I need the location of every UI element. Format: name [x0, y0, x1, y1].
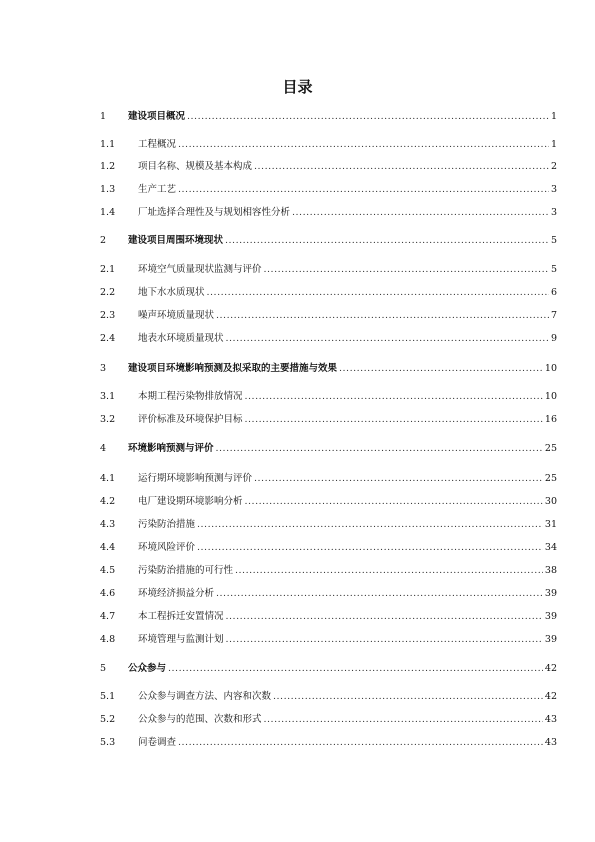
toc-title: 目录: [282, 78, 313, 96]
toc-entry[interactable]: [100, 183, 557, 197]
toc-entry-number: 4.5: [100, 565, 116, 576]
toc-entry-page: 39: [544, 588, 557, 599]
toc-entry-title: 本工程拆迁安置情况: [138, 611, 224, 622]
toc-entry-title: 环境风险评价: [138, 542, 196, 553]
dot-leader: [178, 138, 549, 152]
toc-entry-page: 43: [544, 714, 557, 725]
toc-entry-title: 地下水水质现状: [138, 287, 205, 298]
dot-leader: [168, 662, 543, 676]
toc-entry-page: 5: [550, 235, 557, 246]
toc-entry[interactable]: [100, 518, 557, 532]
toc-entry[interactable]: [100, 206, 557, 220]
toc-entry[interactable]: [100, 690, 557, 704]
toc-entry[interactable]: [100, 286, 557, 300]
toc-entry-page: 10: [544, 391, 557, 402]
toc-entry-number: 4.3: [100, 519, 116, 530]
dot-leader: [273, 690, 543, 704]
toc-entry-number: 2.1: [100, 264, 116, 275]
toc-entry-page: 39: [544, 634, 557, 645]
toc-entry[interactable]: [100, 610, 557, 624]
toc-entry-number: 2.4: [100, 333, 116, 344]
dot-leader: [245, 390, 543, 404]
toc-entry-page: 25: [544, 443, 557, 454]
toc-entry-title: 电厂建设期环境影响分析: [138, 496, 243, 507]
toc-entry-page: 1: [550, 111, 557, 122]
toc-entry-page: 6: [550, 287, 557, 298]
toc-entry-number: 1.1: [100, 139, 116, 150]
toc-entry-number: 2.2: [100, 287, 116, 298]
toc-entry-page: 31: [544, 519, 557, 530]
toc-entry-title: 环境影响预测与评价: [128, 443, 214, 454]
toc-entry-number: 3.2: [100, 414, 116, 425]
toc-entry-title: 环境空气质量现状监测与评价: [138, 264, 262, 275]
dot-leader: [245, 413, 543, 427]
toc-entry-title: 污染防治措施: [138, 519, 196, 530]
toc-entry-number: 1.4: [100, 207, 116, 218]
toc-entry-title: 生产工艺: [138, 184, 177, 195]
toc-entry-number: 1.2: [100, 161, 116, 172]
toc-entry-number: 2: [100, 235, 107, 246]
toc-entry-page: 34: [544, 542, 557, 553]
dot-leader: [207, 286, 549, 300]
toc-entry-page: 39: [544, 611, 557, 622]
toc-entry-title: 污染防治措施的可行性: [138, 565, 234, 576]
toc-entry[interactable]: [100, 263, 557, 277]
toc-entry-title: 项目名称、规模及基本构成: [138, 161, 253, 172]
toc-entry[interactable]: [100, 362, 557, 376]
dot-leader: [178, 183, 549, 197]
toc-entry-title: 评价标准及环境保护目标: [138, 414, 243, 425]
toc-entry[interactable]: [100, 234, 557, 248]
toc-entry-title: 建设项目概况: [128, 111, 186, 122]
toc-entry-number: 1.3: [100, 184, 116, 195]
toc-entry-page: 7: [550, 310, 557, 321]
toc-entry-title: 本期工程污染物排放情况: [138, 391, 243, 402]
toc-entry[interactable]: [100, 413, 557, 427]
toc-entry[interactable]: [100, 138, 557, 152]
toc-entry-number: 4.7: [100, 611, 116, 622]
toc-entry-page: 5: [550, 264, 557, 275]
toc-entry-page: 2: [550, 161, 557, 172]
toc-entry[interactable]: [100, 495, 557, 509]
toc-entry[interactable]: [100, 564, 557, 578]
toc-entry-page: 3: [550, 184, 557, 195]
toc-entry[interactable]: [100, 713, 557, 727]
dot-leader: [187, 110, 549, 124]
toc-entry-page: 25: [544, 473, 557, 484]
toc-entry[interactable]: [100, 332, 557, 346]
dot-leader: [216, 309, 549, 323]
dot-leader: [245, 495, 543, 509]
toc-entry-page: 3: [550, 207, 557, 218]
toc-entry-number: 4.4: [100, 542, 116, 553]
toc-entry-number: 5.3: [100, 737, 116, 748]
toc-entry-number: 5.2: [100, 714, 116, 725]
dot-leader: [264, 263, 549, 277]
toc-entry-number: 3: [100, 363, 107, 374]
dot-leader: [254, 160, 549, 174]
dot-leader: [292, 206, 549, 220]
toc-entry[interactable]: [100, 472, 557, 486]
toc-entry-title: 建设项目周围环境现状: [128, 235, 224, 246]
toc-entry-page: 16: [544, 414, 557, 425]
toc-entry[interactable]: [100, 662, 557, 676]
toc-entry[interactable]: [100, 587, 557, 601]
toc-entry-title: 公众参与的范围、次数和形式: [138, 714, 262, 725]
toc-entry-page: 38: [544, 565, 557, 576]
toc-entry-title: 厂址选择合理性及与规划相容性分析: [138, 207, 291, 218]
dot-leader: [226, 332, 549, 346]
toc-entry[interactable]: [100, 442, 557, 456]
toc-entry-title: 问卷调查: [138, 737, 177, 748]
toc-entry[interactable]: [100, 309, 557, 323]
dot-leader: [197, 518, 543, 532]
toc-entry[interactable]: [100, 633, 557, 647]
toc-entry-page: 1: [550, 139, 557, 150]
toc-entry-page: 10: [544, 363, 557, 374]
dot-leader: [216, 587, 543, 601]
toc-entry-page: 42: [544, 663, 557, 674]
toc-entry-title: 环境经济损益分析: [138, 588, 215, 599]
dot-leader: [264, 713, 543, 727]
toc-entry-number: 1: [100, 111, 107, 122]
toc-entry-page: 9: [550, 333, 557, 344]
toc-entry-number: 4: [100, 443, 107, 454]
toc-entry-number: 3.1: [100, 391, 116, 402]
toc-entry-number: 5.1: [100, 691, 116, 702]
toc-entry-page: 42: [544, 691, 557, 702]
dot-leader: [178, 736, 543, 750]
toc-entry-title: 运行期环境影响预测与评价: [138, 473, 253, 484]
dot-leader: [254, 472, 543, 486]
toc-entry-page: 43: [544, 737, 557, 748]
toc-entry-title: 公众参与: [128, 663, 167, 674]
toc-entry-title: 环境管理与监测计划: [138, 634, 224, 645]
toc-entry-page: 30: [544, 496, 557, 507]
dot-leader: [226, 610, 543, 624]
toc-entry[interactable]: [100, 736, 557, 750]
toc-entry-title: 公众参与调查方法、内容和次数: [138, 691, 272, 702]
toc-entry-title: 噪声环境质量现状: [138, 310, 215, 321]
toc-entry-number: 4.2: [100, 496, 116, 507]
toc-entry-title: 建设项目环境影响预测及拟采取的主要措施与效果: [128, 363, 338, 374]
dot-leader: [197, 541, 543, 555]
dot-leader: [339, 362, 543, 376]
dot-leader: [226, 633, 543, 647]
toc-entry-number: 4.8: [100, 634, 116, 645]
toc-entry[interactable]: [100, 390, 557, 404]
toc-entry[interactable]: [100, 110, 557, 124]
dot-leader: [225, 234, 549, 248]
toc-entry-number: 4.1: [100, 473, 116, 484]
dot-leader: [216, 442, 543, 456]
toc-entry-title: 地表水环境质量现状: [138, 333, 224, 344]
toc-entry-number: 2.3: [100, 310, 116, 321]
toc-entry-number: 5: [100, 663, 107, 674]
toc-entry[interactable]: [100, 541, 557, 555]
toc-entry[interactable]: [100, 160, 557, 174]
dot-leader: [235, 564, 543, 578]
toc-entry-title: 工程概况: [138, 139, 177, 150]
toc-entry-number: 4.6: [100, 588, 116, 599]
